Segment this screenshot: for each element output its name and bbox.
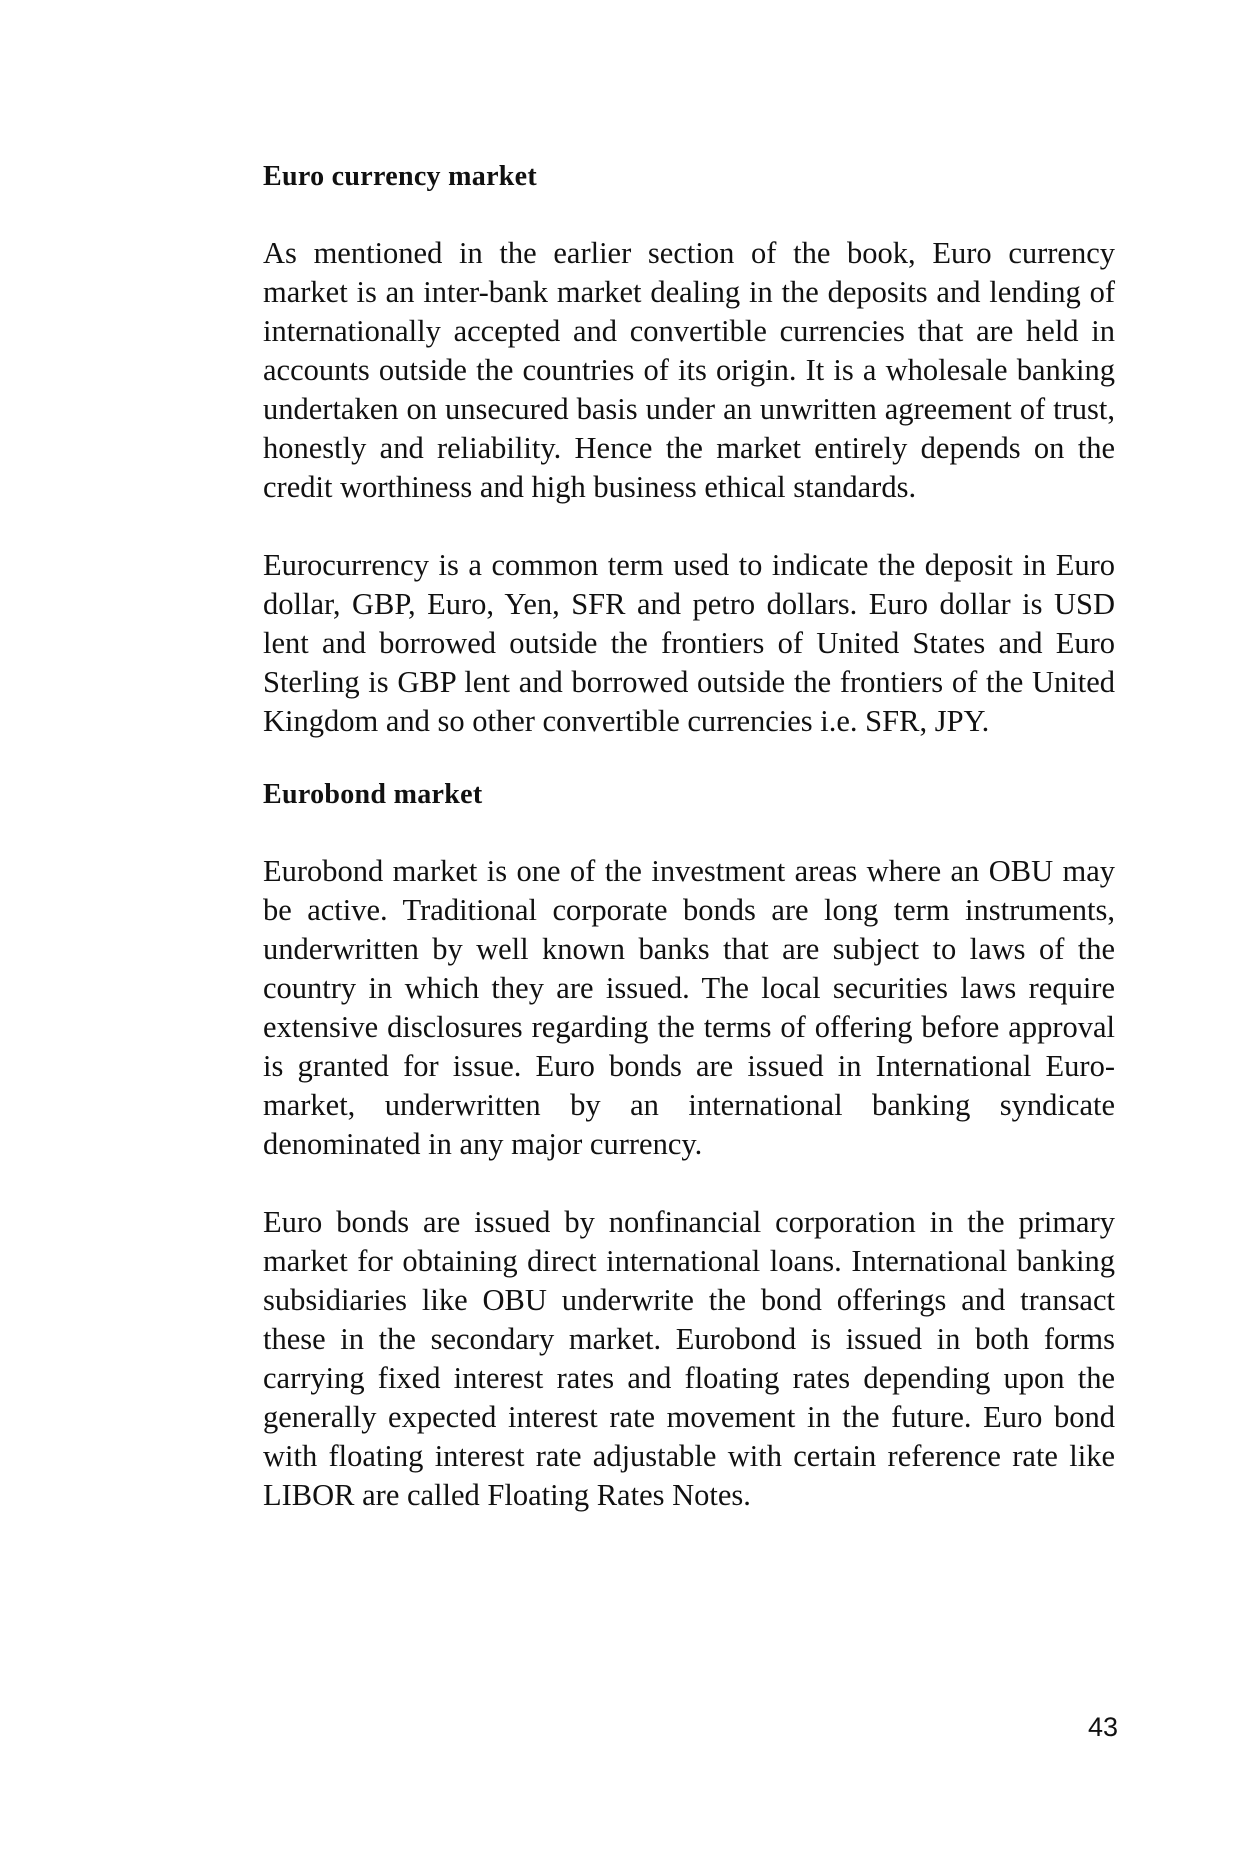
paragraph: Eurobond market is one of the investment areas where an OBU may be active. Traditional corporate bonds are long term instruments, underwritten by well known banks that are subject to laws of the country in which they are issued. The local securities laws require extensive disclosures regarding the terms of offering before approval is granted for issue. Euro bonds are issued in International Euro-market, underwritten by an international banking syndicate denominated in any major currency. (263, 854, 1115, 1161)
paragraph: Eurocurrency is a common term used to indicate the deposit in Euro dollar, GBP, Euro, Yen, SFR and petro dollars. Euro dollar is USD lent and borrowed outside the frontiers of United States and Euro Sterling is GBP lent and borrowed outside the frontiers of the United Kingdom and so other convertible currencies i.e. SFR, JPY. (263, 548, 1115, 738)
section-heading-eurobond-market: Eurobond market (263, 779, 483, 810)
paragraph: As mentioned in the earlier section of the book, Euro currency market is an inter-bank market dealing in the deposits and lending of internationally accepted and convertible currencies that are held in accounts outside the countries of its origin. It is a wholesale banking undertaken on unsecured basis under an unwritten agreement of trust, honestly and reliability. Hence the market entirely depends on the credit worthiness and high business ethical standards. (263, 236, 1115, 504)
page-number: 43 (1087, 1712, 1118, 1742)
section-heading-euro-currency-market: Euro currency market (263, 161, 538, 192)
page-content (263, 160, 1115, 1515)
paragraph: Euro bonds are issued by nonfinancial corporation in the primary market for obtaining direct international loans. International banking subsidiaries like OBU underwrite the bond offerings and transact these in the secondary market. Eurobond is issued in both forms carrying fixed interest rates and floating rates depending upon the generally expected interest rate movement in the future. Euro bond with floating interest rate adjustable with certain reference rate like LIBOR are called Floating Rates Notes. (263, 1205, 1115, 1512)
